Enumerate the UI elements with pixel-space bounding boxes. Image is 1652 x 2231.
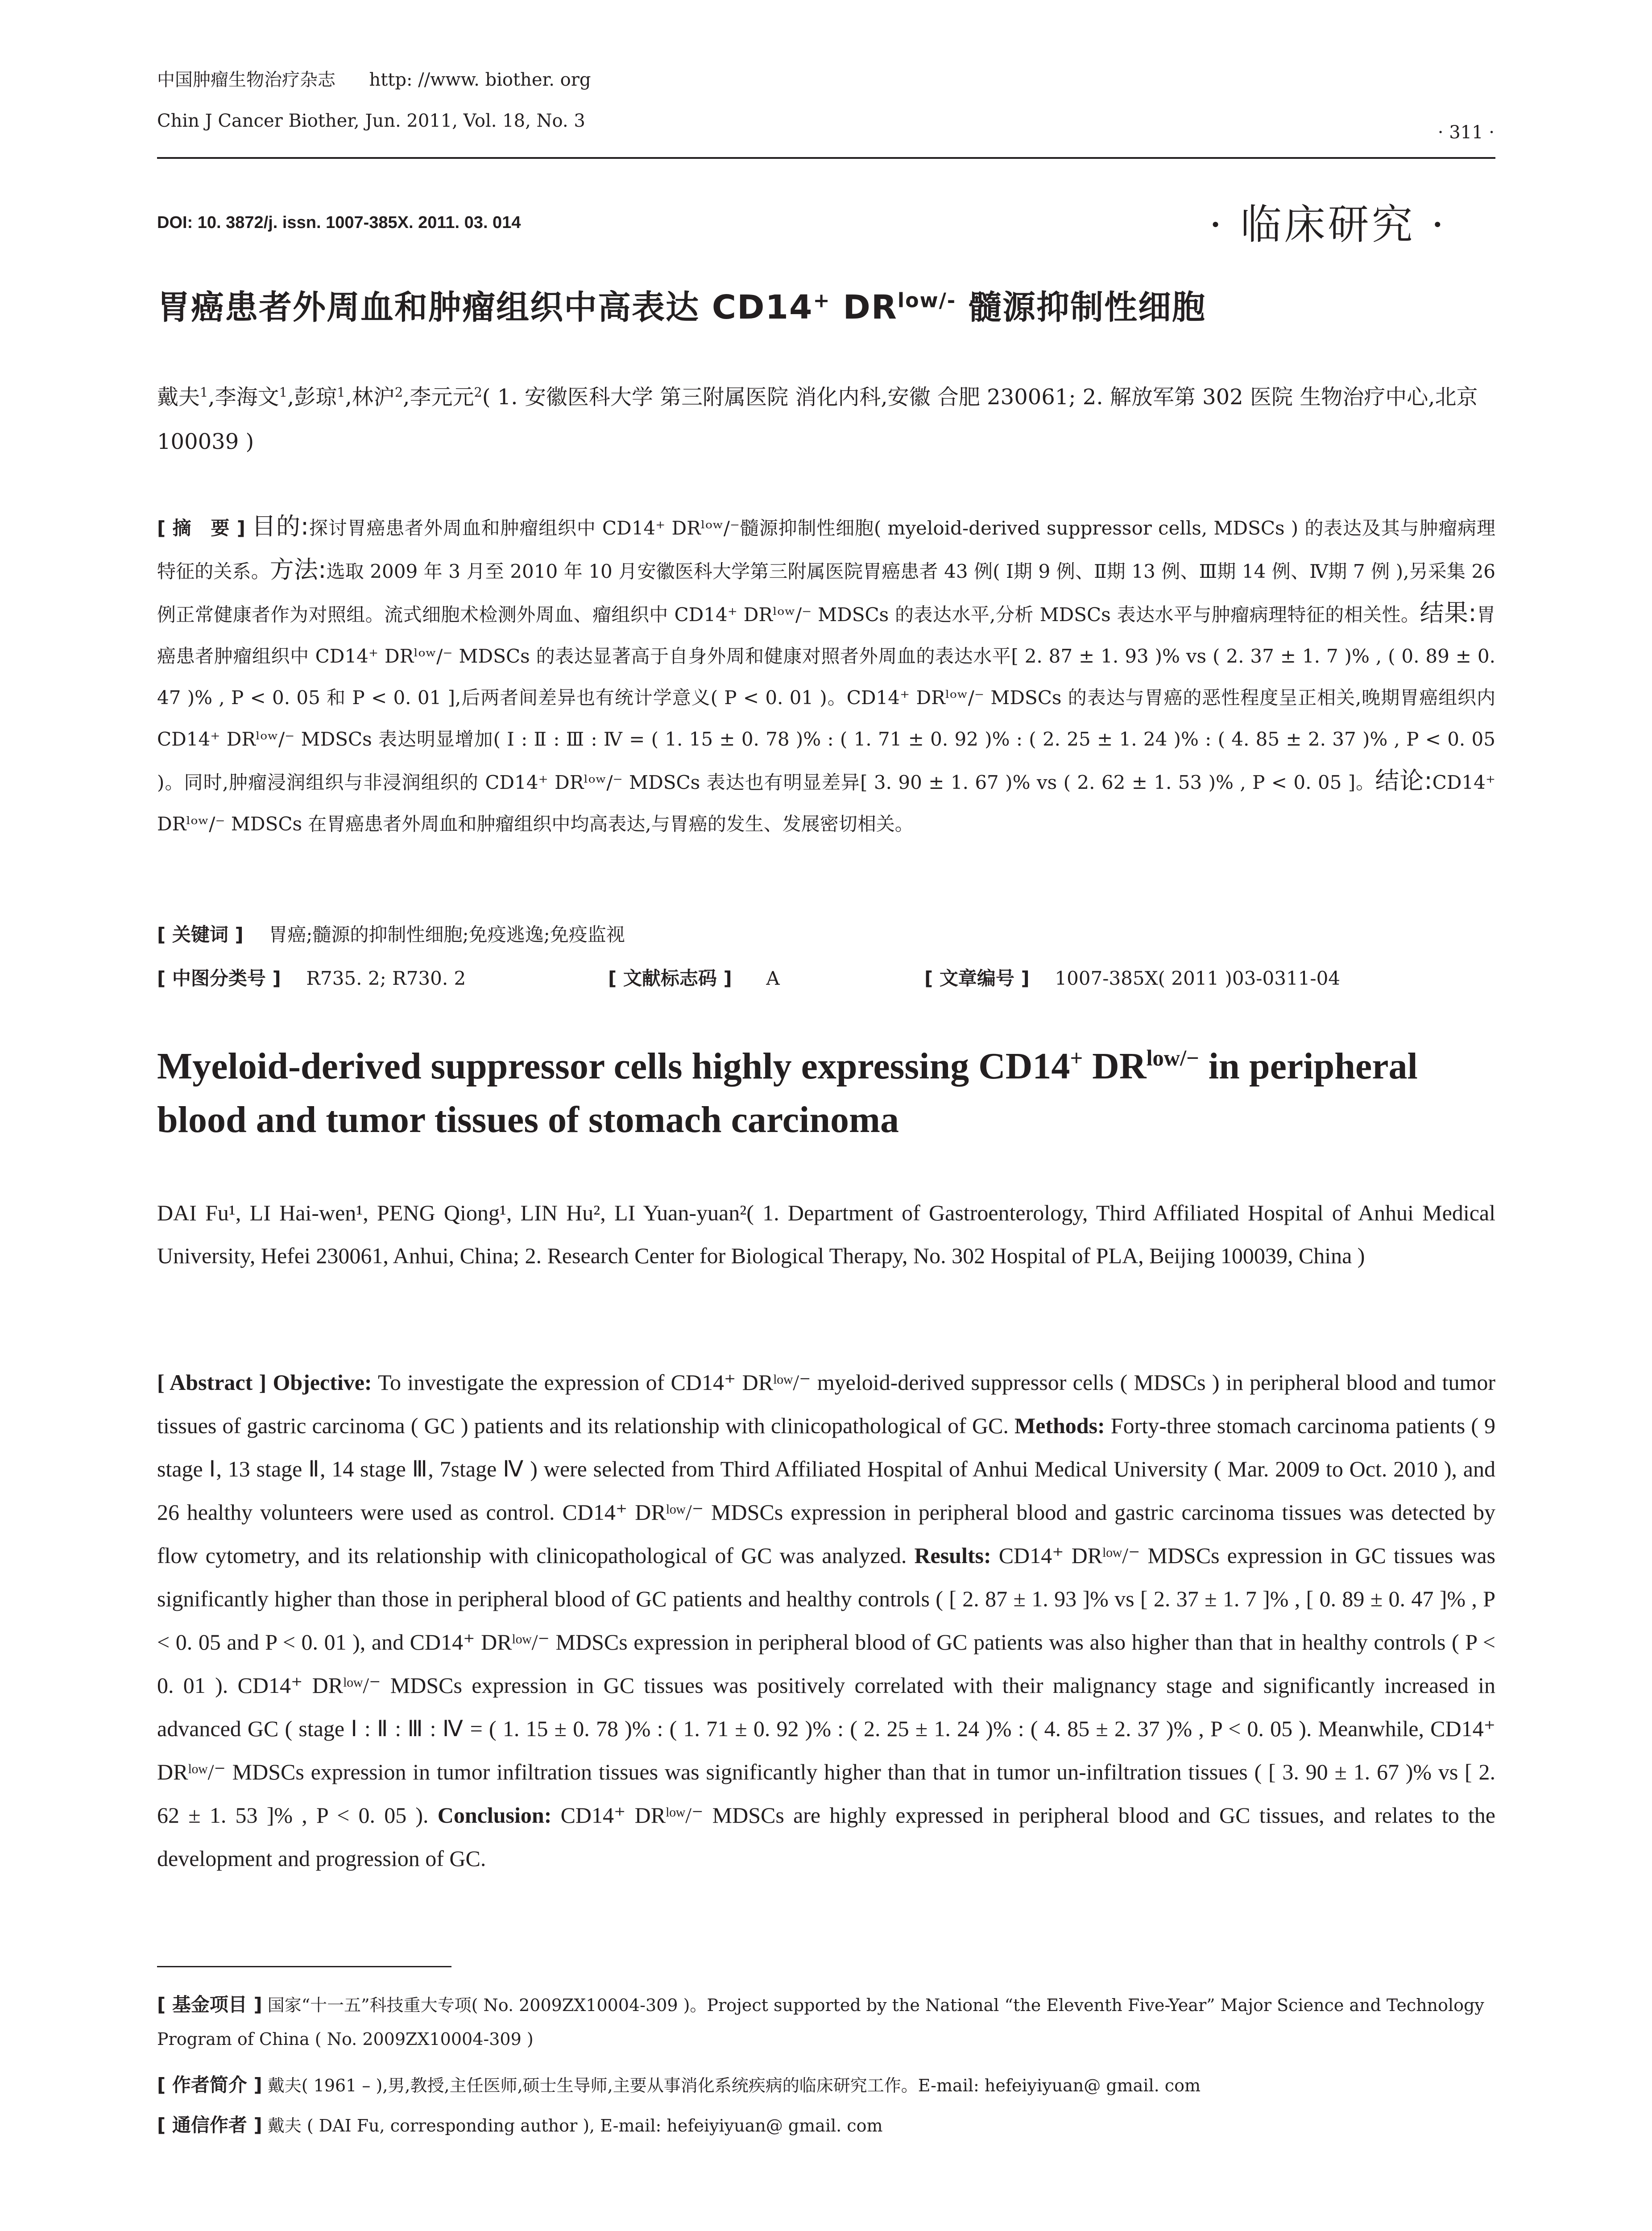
footnote-corresponding: [ 通信作者 ] 戴夫 ( DAI Fu, corresponding author ), E-mail: hefeiyiyuan@ gmail. com [157,2114,883,2136]
clc-number: [ 中图分类号 ] R735. 2; R730. 2 [157,967,466,989]
footnote-funding: [ 基金项目 ] 国家“十一五”科技重大专项( No. 2009ZX10004-309 )。Project supported by the National “the Eleventh Five-Year” Major Science and Technology Program of China ( No. 2009ZX10004-309 ) [157,1994,1484,2049]
footnote-author-bio: [ 作者简介 ] 戴夫( 1961 – ),男,教授,主任医师,硕士生导师,主要从事消化系统疾病的临床研究工作。E-mail: hefeiyiyuan@ gmail. com [157,2074,1201,2096]
keywords-cn: [ 关键词 ] 胃癌;髓源的抑制性细胞;免疫逃逸;免疫监视 [157,924,625,945]
title-en: Myeloid-derived suppressor cells highly expressing CD14+ $DR^{low/-}$ in peripheral blood and tumor tissues of stomach carcinoma [157,1045,1418,1140]
header-rule [157,157,1495,159]
journal-citation: Chin J Cancer Biother, Jun. 2011, Vol. 18, No. 3 [157,111,585,131]
page-number: · 311 · [1437,122,1495,143]
doi: DOI: 10. 3872/j. issn. 1007-385X. 2011. 03. 014 [157,213,521,232]
authors-en: DAI Fu¹, LI Hai-wen¹, PENG Qiong¹, LIN Hu², LI Yuan-yuan²( 1. Department of Gastroenterology, Third Affiliated Hospital of Anhui Medical University, Hefei 230061, Anhui, China; 2. Research Center for Biological Therapy, No. 302 Hospital of PLA, Beijing 100039, China ) [157,1200,1495,1268]
document-code: [ 文献标志码 ] A [608,967,780,989]
abstract-cn-label: [ 摘 要 ] [157,517,245,539]
journal-name [157,67,591,93]
abstract-en: [ Abstract ] Objective: To investigate the expression of CD14⁺ DRˡᵒʷ/⁻ myeloid-derived suppressor cells ( MDSCs ) in peripheral blood and tumor tissues of gastric carcinoma ( GC ) patients and its relationship with clinicopathological of GC. Methods: Forty-three stomach carcinoma patients ( 9 stage Ⅰ, 13 stage Ⅱ, 14 stage Ⅲ, 7stage Ⅳ ) were selected from Third Affiliated Hospital of Anhui Medical University ( Mar. 2009 to Oct. 2010 ), and 26 healthy volunteers were used as control. CD14⁺ DRˡᵒʷ/⁻ MDSCs expression in peripheral blood and gastric carcinoma tissues was detected by flow cytometry, and its relationship with clinicopathological of GC was analyzed. Results: CD14⁺ DRˡᵒʷ/⁻ MDSCs expression in GC tissues was significantly higher than those in peripheral blood of GC patients and healthy controls ( [ 2. 87 ± 1. 93 ]% vs [ 2. 37 ± 1. 7 ]% , [ 0. 89 ± 0. 47 ]% , P < 0. 05 and P < 0. 01 ), and CD14⁺ DRˡᵒʷ/⁻ MDSCs expression in peripheral blood of GC patients was also higher than that in healthy controls ( P < 0. 01 ). CD14⁺ DRˡᵒʷ/⁻ MDSCs expression in GC tissues was positively correlated with their malignancy stage and significantly increased in advanced GC ( stage Ⅰ : Ⅱ : Ⅲ : Ⅳ = ( 1. 15 ± 0. 78 )% : ( 1. 71 ± 0. 92 )% : ( 2. 25 ± 1. 24 )% : ( 4. 85 ± 2. 37 )% , P < 0. 05 ). Meanwhile, CD14⁺ DRˡᵒʷ/⁻ MDSCs expression in tumor infiltration tissues was significantly higher than that in tumor un-infiltration tissues ( [ 3. 90 ± 1. 67 )% vs [ 2. 62 ± 1. 53 ]% , P < 0. 05 ). Conclusion: CD14⁺ DRˡᵒʷ/⁻ MDSCs are highly expressed in peripheral blood and GC tissues, and relates to the development and progression of GC. [157,1370,1496,1871]
journal-name-cn: 中国肿瘤生物治疗杂志 [157,70,335,90]
section-heading: · 临床研究 · [1209,201,1447,249]
article-number: [ 文章编号 ] 1007-385X( 2011 )03-0311-04 [924,967,1341,989]
authors-cn: 戴夫$^1$,李海文$^1$,彭琼$^1$,林沪$^2$,李元元$^2$( 1. 安徽医科大学 第三附属医院 消化内科,安徽 合肥 230061; 2. 解放军第 302 医院 生物治疗中心,北京 100039 ) [157,385,1478,454]
abstract-en-label: [ Abstract ] [157,1370,267,1395]
title-cn: 胃癌患者外周血和肿瘤组织中高表达 CD14+ $DR^{low/-}$ 髓源抑制性细胞 [157,288,1206,327]
footnote-rule [157,1966,451,1967]
abstract-cn: [ 摘 要 ] 目的:探讨胃癌患者外周血和肿瘤组织中 CD14⁺ DRˡᵒʷ/⁻髓源抑制性细胞( myeloid-derived suppressor cells, MDSCs ) 的表达及其与肿瘤病理特征的关系。方法:选取 2009 年 3 月至 2010 年 10 月安徽医科大学第三附属医院胃癌患者 43 例( Ⅰ期 9 例、Ⅱ期 13 例、Ⅲ期 14 例、Ⅳ期 7 例 ),另采集 26 例正常健康者作为对照组。流式细胞术检测外周血、瘤组织中 CD14⁺ DRˡᵒʷ/⁻ MDSCs 的表达水平,分析 MDSCs 表达水平与肿瘤病理特征的相关性。结果:胃癌患者肿瘤组织中 CD14⁺ DRˡᵒʷ/⁻ MDSCs 的表达显著高于自身外周和健康对照者外周血的表达水平[ 2. 87 ± 1. 93 )% vs ( 2. 37 ± 1. 7 )% , ( 0. 89 ± 0. 47 )% , P < 0. 05 和 P < 0. 01 ],后两者间差异也有统计学意义( P < 0. 01 )。CD14⁺ DRˡᵒʷ/⁻ MDSCs 的表达与胃癌的恶性程度呈正相关,晚期胃癌组织内 CD14⁺ DRˡᵒʷ/⁻ MDSCs 表达明显增加( Ⅰ : Ⅱ : Ⅲ : Ⅳ = ( 1. 15 ± 0. 78 )% : ( 1. 71 ± 0. 92 )% : ( 2. 25 ± 1. 24 )% : ( 4. 85 ± 2. 37 )% , P < 0. 05 )。同时,肿瘤浸润组织与非浸润组织的 CD14⁺ DRˡᵒʷ/⁻ MDSCs 表达也有明显差异[ 3. 90 ± 1. 67 )% vs ( 2. 62 ± 1. 53 )% , P < 0. 05 ]。结论:CD14⁺ DRˡᵒʷ/⁻ MDSCs 在胃癌患者外周血和肿瘤组织中均高表达,与胃癌的发生、发展密切相关。 [157,512,1495,835]
journal-url: http: //www. biother. org [369,70,591,90]
